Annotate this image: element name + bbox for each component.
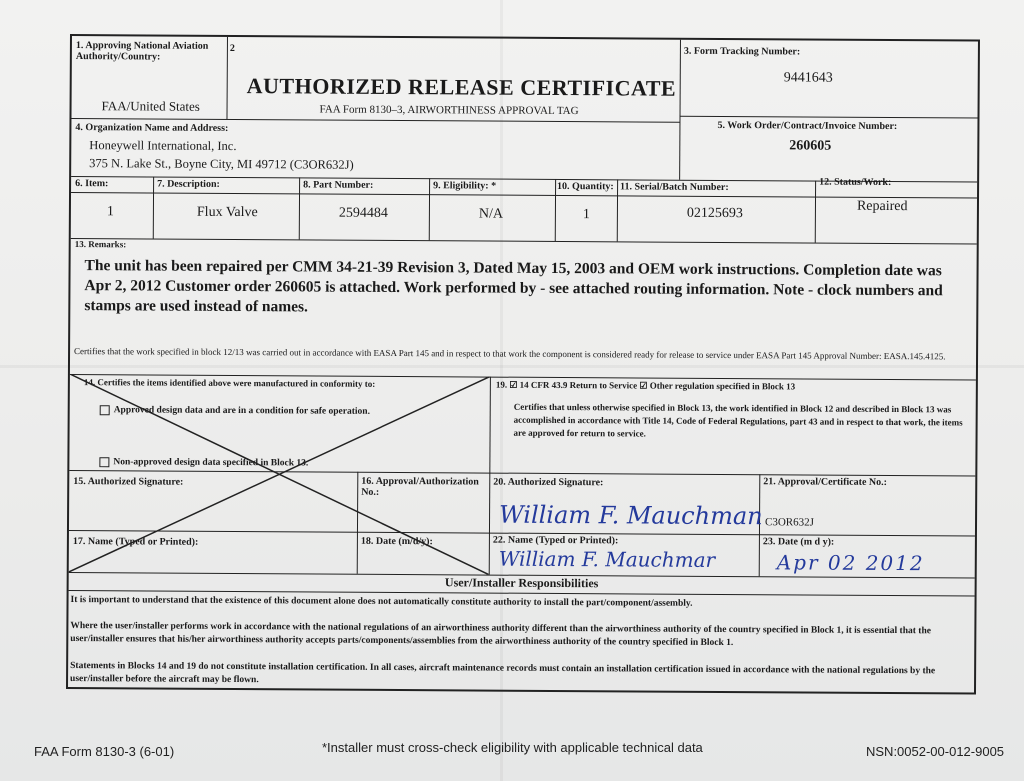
certificate-subtitle: FAA Form 8130–3, AIRWORTHINESS APPROVAL TAG <box>319 103 579 118</box>
approval-certificate-number: C3OR632J <box>764 516 814 529</box>
block21-label: 21. Approval/Certificate No.: <box>763 476 887 488</box>
easa-release-statement: Certifies that the work specified in block 12/13 was carried out in accordance with EASA Part 145 and in respect to that work the component is considered ready for release to service under EASA Part 145 Approval Number: EASA.145.4125. <box>74 346 946 362</box>
block22-label: 22. Name (Typed or Printed): <box>492 534 619 547</box>
block16-label: 16. Approval/Authorization No.: <box>361 475 479 498</box>
item-value: 1 <box>106 204 114 220</box>
description-header: 7. Description: <box>157 178 220 190</box>
status-work-header: 12. Status/Work: <box>819 176 892 189</box>
organization-address: 375 N. Lake St., Boyne City, MI 49712 (C3OR632J) <box>89 156 354 172</box>
block17-label: 17. Name (Typed or Printed): <box>72 536 199 548</box>
block3-label: 3. Form Tracking Number: <box>683 45 801 58</box>
block23-label: 23. Date (m d y): <box>762 536 835 548</box>
block4-label: 4. Organization Name and Address: <box>75 122 229 134</box>
block19-label: 19. ☑ 14 CFR 43.9 Return to Service ☑ Other regulation specified in Block 13 <box>495 379 796 392</box>
responsibilities-title: User/Installer Responsibilities <box>444 575 599 591</box>
serial-number-value: 02125693 <box>686 205 743 222</box>
part-number-header: 8. Part Number: <box>303 179 374 191</box>
part-number-value: 2594484 <box>338 205 388 221</box>
status-work-value: Repaired <box>856 198 908 215</box>
nsn-number: NSN:0052-00-012-9005 <box>866 744 1005 759</box>
responsibility-paragraph-2: Where the user/installer performs work in accordance with the national regulations of an airworthiness authority different than the airworthiness authority of the country specified in Block 1, it is essential that the user/installer ensures that his/her airworthiness authority accepts parts/components/assemblies from the airworthiness authority of the country specified in Block 1. <box>70 621 931 649</box>
block13-label: 13. Remarks: <box>74 239 127 250</box>
block1-label: 1. Approving National Aviation Authority/Country: <box>75 40 209 63</box>
serial-number-header: 11. Serial/Batch Number: <box>620 181 729 194</box>
quantity-value: 1 <box>582 207 590 223</box>
remarks-text: The unit has been repaired per CMM 34-21-39 Revision 3, Dated May 15, 2003 and OEM work instructions. Completion date was Apr 2, 2012 Customer order 260605 is attached. Work performed by - see attached routing information. Note - clock numbers and stamps are used instead of names. <box>84 257 943 316</box>
form-identifier: FAA Form 8130-3 (6-01) <box>34 744 175 759</box>
block5-label: 5. Work Order/Contract/Invoice Number: <box>717 119 898 133</box>
release-certificate-form <box>66 34 980 695</box>
release-date: Apr 02 2012 <box>776 550 925 576</box>
block1-value: FAA/United States <box>101 98 200 114</box>
approved-design-label: Approved design data and are in a condition for safe operation. <box>113 405 370 417</box>
organization-name: Honeywell International, Inc. <box>89 138 237 154</box>
block20-label: 20. Authorized Signature: <box>493 476 604 489</box>
non-approved-design-label: Non-approved design data specified in Block 13. <box>113 457 309 469</box>
block14-label: 14. Certifies the items identified above were manufactured in conformity to: <box>83 377 376 389</box>
item-header: 6. Item: <box>75 178 109 190</box>
block18-label: 18. Date (m/d/y): <box>360 535 433 548</box>
responsibility-paragraph-1: It is important to understand that the existence of this document alone does not automatically constitute authority to install the part/component/assembly. <box>70 595 693 609</box>
work-order-number: 260605 <box>789 138 832 154</box>
eligibility-footnote: *Installer must cross-check eligibility with applicable technical data <box>322 740 703 755</box>
block15-label: 15. Authorized Signature: <box>73 476 184 488</box>
block2-label: 2 <box>229 42 235 55</box>
form-tracking-number: 9441643 <box>783 70 833 86</box>
eligibility-header: 9. Eligibility: * <box>433 180 497 192</box>
quantity-header: 10. Quantity: <box>557 180 614 193</box>
void-cross-mark <box>69 374 490 575</box>
description-value: Flux Valve <box>196 204 258 221</box>
responsibility-paragraph-3: Statements in Blocks 14 and 19 do not constitute installation certification. In all cases, aircraft maintenance records must contain an installation certification issued in accordance with the national regulations by the user/installer before the aircraft may be flown. <box>70 661 936 686</box>
printed-name: William F. Mauchmar <box>498 546 716 572</box>
eligibility-value: N/A <box>478 206 504 222</box>
authorized-signature: William F. Mauchman <box>498 500 763 531</box>
certificate-title: AUTHORIZED RELEASE CERTIFICATE <box>246 73 677 101</box>
block19-statement: Certifies that unless otherwise specified in Block 13, the work identified in Block 12 and described in Block 13 was accomplished in accordance with Title 14, Code of Federal Regulations, part 43 and in respect to that work, the items are approved for return to service. <box>513 401 963 439</box>
